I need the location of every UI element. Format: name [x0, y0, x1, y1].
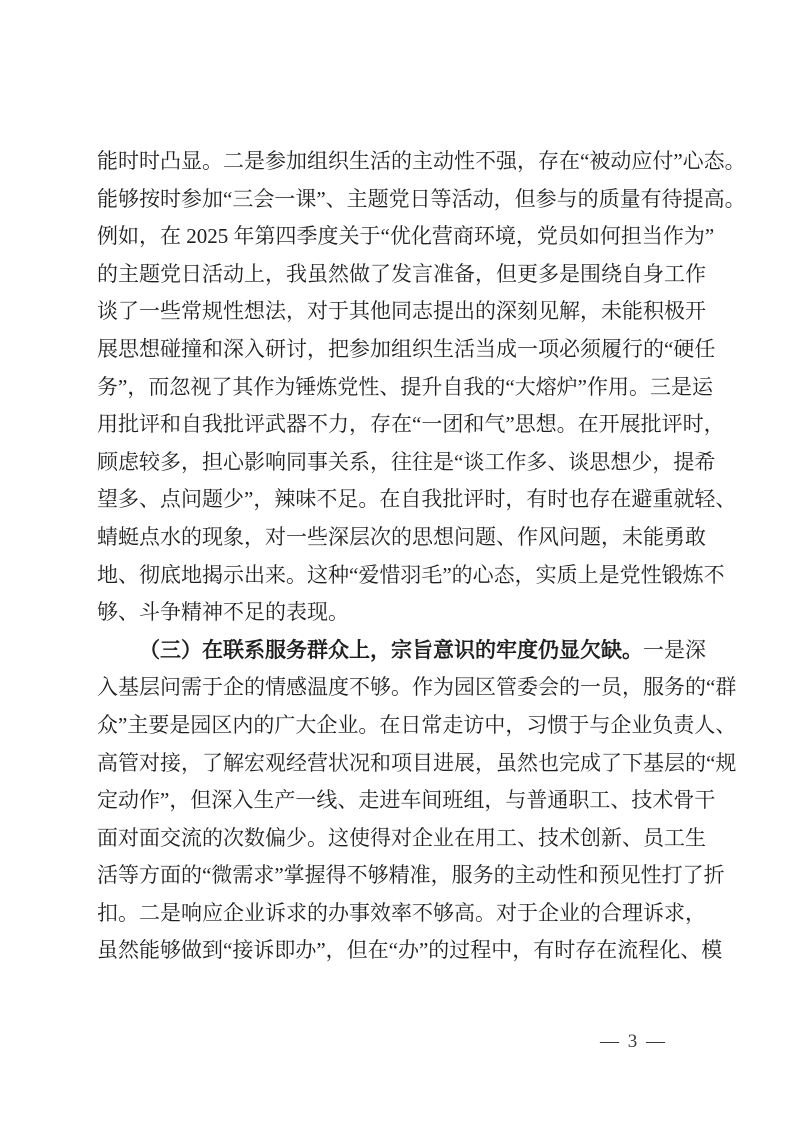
text-line	[97, 218, 715, 256]
text-line	[97, 820, 706, 858]
body-text: 一是深	[643, 637, 706, 662]
text-line	[97, 932, 723, 970]
text-line	[97, 293, 706, 331]
section-heading-text: （三）在联系服务群众上，宗旨意识的牢度仍显欠缺。	[139, 637, 643, 662]
body-text: 务”，而忽视了其作为锤炼党性、提升自我的“大熔炉”作用。三是运	[97, 374, 713, 399]
text-line	[97, 406, 725, 444]
text-line	[97, 519, 706, 557]
body-text: 顾虑较多，担心影响同事关系，往往是“谈工作多、谈思想少，提希	[97, 449, 716, 474]
body-text: 地、彻底地揭示出来。这种“爱惜羽毛”的心态，实质上是党性锻炼不	[97, 562, 725, 587]
page-number: — 3 —	[600, 1031, 667, 1052]
body-text: 虽然能够做到“接诉即办”，但在“办”的过程中，有时存在流程化、模	[97, 938, 723, 963]
body-text: 高管对接，了解宏观经营状况和项目进展，虽然也完成了下基层的“规	[97, 750, 737, 775]
document-body	[97, 143, 746, 970]
body-text: 展思想碰撞和深入研讨，把参加组织生活当成一项必须履行的“硬任	[97, 336, 716, 361]
body-text: 望多、点问题少”，辣味不足。在自我批评时，有时也存在避重就轻、	[97, 487, 737, 512]
body-text: 谈了一些常规性想法，对于其他同志提出的深刻见解，未能积极开	[97, 299, 706, 324]
text-line	[97, 181, 746, 219]
body-text: 能时时凸显。二是参加组织生活的主动性不强，存在“被动应付”心态。	[97, 149, 746, 173]
text-line	[97, 444, 716, 482]
text-line	[97, 745, 737, 783]
body-text: 面对面交流的次数偏少。这使得对企业在用工、技术创新、员工生	[97, 825, 706, 850]
body-text: 入基层问需于企的情感温度不够。作为园区管委会的一员，服务的“群	[97, 675, 737, 700]
text-line	[97, 481, 737, 519]
text-line	[97, 895, 706, 933]
body-text: 的主题党日活动上，我虽然做了发言准备，但更多是围绕自身工作	[97, 261, 706, 286]
body-text: 能够按时参加“三会一课”、主题党日等活动，但参与的质量有待提高。	[97, 186, 746, 211]
text-line	[97, 707, 737, 745]
body-text: 众”主要是园区内的广大企业。在日常走访中，习惯于与企业负责人、	[97, 712, 737, 737]
body-text: 用批评和自我批评武器不力，存在“一团和气”思想。在开展批评时，	[97, 412, 725, 437]
text-line	[97, 857, 725, 895]
text-line	[97, 557, 725, 595]
text-line	[97, 594, 703, 632]
body-text: 够、斗争精神不足的表现。	[97, 600, 349, 625]
body-text: 活等方面的“微需求”掌握得不够精准，服务的主动性和预见性打了折	[97, 863, 725, 888]
text-line	[97, 669, 737, 707]
text-line	[97, 143, 746, 181]
body-text: 蜻蜓点水的现象，对一些深层次的思想问题、作风问题，未能勇敢	[97, 524, 706, 549]
text-line	[97, 369, 713, 407]
text-line	[97, 782, 716, 820]
text-line	[97, 632, 706, 670]
text-line	[97, 256, 706, 294]
body-text: 扣。二是响应企业诉求的办事效率不够高。对于企业的合理诉求，	[97, 900, 706, 925]
body-text: 定动作”，但深入生产一线、走进车间班组，与普通职工、技术骨干	[97, 788, 716, 813]
text-line	[97, 331, 716, 369]
body-text: 例如，在 2025 年第四季度关于“优化营商环境，党员如何担当作为”	[97, 224, 715, 249]
